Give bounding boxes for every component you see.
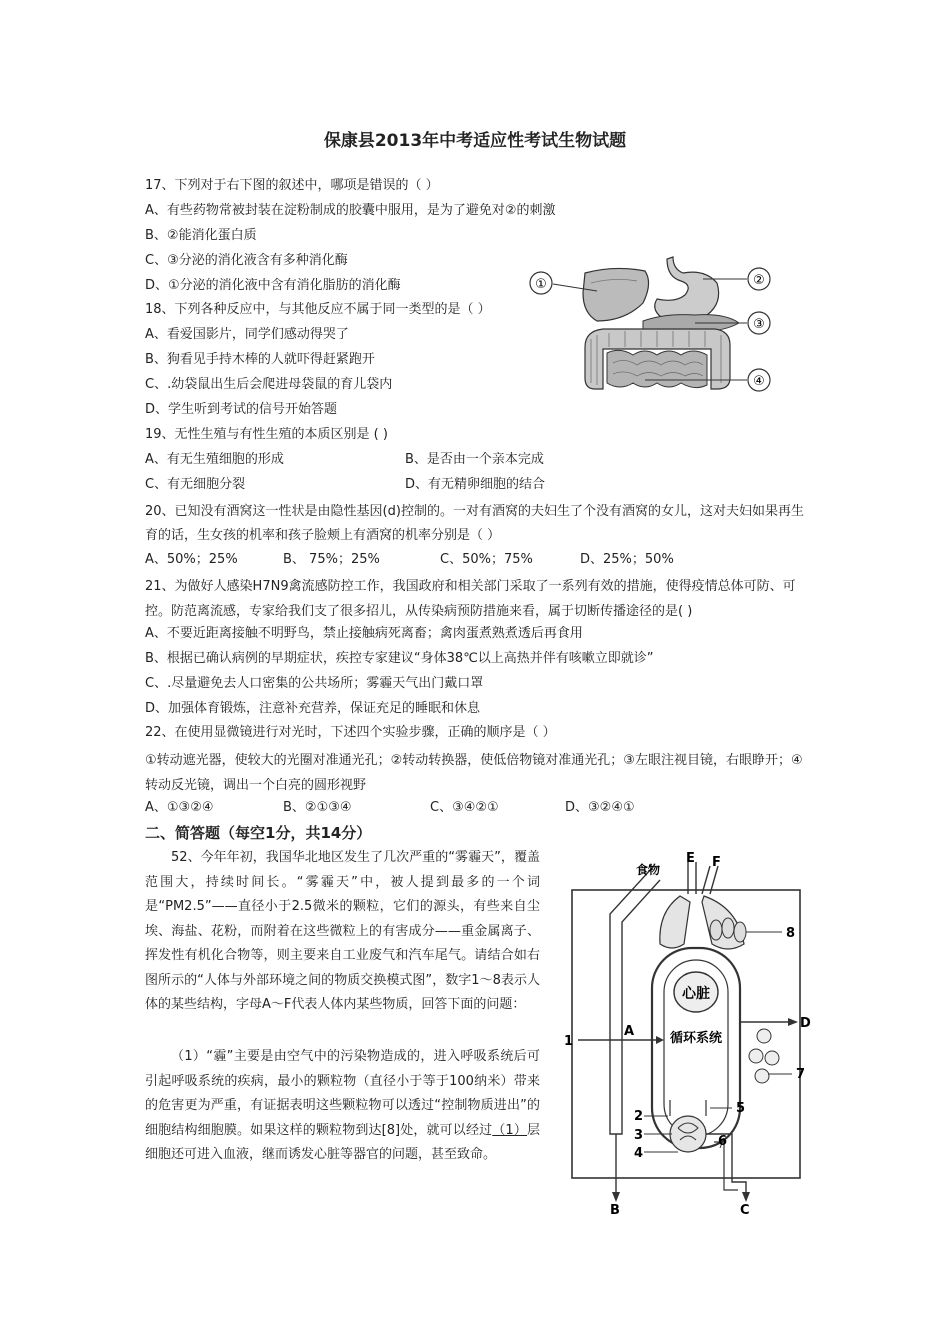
q20-option-a: A、50%；25%: [145, 552, 238, 567]
q22-option-a: A、①③②④: [145, 800, 214, 815]
q20-option-d: D、25%；50%: [580, 552, 674, 567]
digestive-label-3: ③: [753, 317, 765, 332]
q20-stem: 20、已知没有酒窝这一性状是由隐性基因(d)控制的。一对有酒窝的夫妇生了个没有酒窝的女儿，这对夫妇如果再生育的话，生女孩的机率和孩子脸颊上有酒窝的机率分别是（ ）: [145, 504, 804, 543]
q17-option-d: D、①分泌的消化液中含有消化脂肪的消化酶: [145, 278, 401, 293]
heart-label: 心脏: [682, 986, 710, 1002]
q21-option-a: A、不要近距离接触不明野鸟，禁止接触病死离畜；禽肉蛋煮熟煮透后再食用: [145, 626, 583, 641]
food-label: 食物: [636, 863, 661, 877]
q19-stem: 19、无性生殖与有性生殖的本质区别是 ( ): [145, 427, 388, 442]
q52-part1: [145, 1045, 540, 1168]
q21-stem: 21、为做好人感染H7N9禽流感防控工作，我国政府和相关部门采取了一系列有效的措施，使得疫情总体可防、可控。防范离流感，专家给我们支了很多招儿，从传染病预防措施来看，属于切断传播途径的是( ): [145, 579, 796, 619]
q52-part1-text-a: （1）“霾”主要是由空气中的污染物造成的，进入呼吸系统后可引起呼吸系统的疾病，最小的颗粒物（直径小于等于100纳米）带来的危害更为严重，有证据表明这些颗粒物可以透过“控制物质进出”的细胞结构细胞膜。如果这样的颗粒物到达[8]处，就可以经过: [145, 1049, 540, 1138]
label-num-7: 7: [796, 1067, 806, 1082]
label-num-4: 4: [634, 1146, 644, 1161]
label-num-6: 6: [718, 1134, 728, 1149]
label-letter-d: D: [800, 1016, 811, 1031]
q17-stem: 17、下列对于右下图的叙述中，哪项是错误的（ ）: [145, 178, 439, 193]
digestive-label-4: ④: [753, 374, 765, 389]
answer-blank-1[interactable]: （1）: [492, 1122, 527, 1138]
label-num-8: 8: [786, 926, 796, 941]
label-letter-c: C: [740, 1203, 750, 1217]
label-num-5: 5: [736, 1101, 746, 1116]
q19-option-b: B、是否由一个亲本完成: [405, 452, 544, 467]
section-2-heading: 二、简答题（每空1分，共14分）: [145, 824, 372, 842]
q19-option-a: A、有无生殖细胞的形成: [145, 452, 284, 467]
digestive-label-1: ①: [535, 277, 547, 292]
q21-option-d: D、加强体育锻炼，注意补充营养，保证充足的睡眠和休息: [145, 701, 481, 716]
q22-option-b: B、②①③④: [283, 800, 352, 815]
q22-option-d: D、③②④①: [565, 800, 635, 815]
label-num-2: 2: [634, 1109, 644, 1124]
q18-option-a: A、看爱国影片，同学们感动得哭了: [145, 327, 349, 342]
q17-option-c: C、③分泌的消化液含有多种消化酶: [145, 253, 348, 268]
page-title: 保康县2013年中考适应性考试生物试题: [323, 131, 627, 151]
label-letter-a: A: [624, 1024, 635, 1039]
label-num-3: 3: [634, 1128, 644, 1143]
label-letter-e: E: [686, 852, 695, 866]
q52-part1-text-b: 层细胞还可进入血液，继而诱发心脏等器官的问题，甚至致命。: [145, 1122, 540, 1162]
q19-option-d: D、有无精卵细胞的结合: [405, 477, 546, 492]
q52-intro: 52、今年年初，我国华北地区发生了几次严重的“雾霾天”，覆盖范围大，持续时间长。“雾霾天”中，被人提到最多的一个词是“PM2.5”——直径小于2.5微米的颗粒，它们的源头，有些来自尘埃、海盐、花粉，而附着在这些微粒上的有害成分——重金属离子、挥发性有机化合物等，则主要来自工业废气和汽车尾气。请结合如右图所示的“人体与外部环境之间的物质交换模式图”，数字1～8表示人体的某些结构，字母A～F代表人体内某些物质，回答下面的问题：: [145, 850, 540, 1012]
digestive-system-figure: [525, 243, 780, 393]
circulation-label: 循环系统: [669, 1031, 723, 1046]
digestive-label-2: ②: [753, 273, 765, 288]
label-num-1: 1: [564, 1034, 574, 1049]
q20-option-c: C、50%；75%: [440, 552, 533, 567]
q22-option-c: C、③④②①: [430, 800, 499, 815]
label-letter-b: B: [610, 1203, 620, 1217]
q18-stem: 18、下列各种反应中，与其他反应不属于同一类型的是（ ）: [145, 302, 491, 317]
q19-option-c: C、有无细胞分裂: [145, 477, 246, 492]
q20-option-b: B、 75%；25%: [283, 552, 380, 567]
q18-option-d: D、学生听到考试的信号开始答题: [145, 402, 338, 417]
q18-option-b: B、狗看见手持木棒的人就吓得赶紧跑开: [145, 352, 375, 367]
q22-steps: ①转动遮光器，使较大的光圈对准通光孔；②转动转换器，使低倍物镜对准通光孔；③左眼注视目镜，右眼睁开；④转动反光镜，调出一个白亮的圆形视野: [145, 753, 803, 793]
q17-option-a: A、有些药物常被封装在淀粉制成的胶囊中服用，是为了避免对②的刺激: [145, 203, 556, 218]
q21-option-b: B、根据已确认病例的早期症状，疾控专家建议“身体38℃以上高热并伴有咳嗽立即就诊”: [145, 651, 654, 666]
q21-option-c: C、.尽量避免去人口密集的公共场所；雾霾天气出门戴口罩: [145, 676, 484, 691]
label-letter-f: F: [712, 855, 721, 870]
q18-option-c: C、.幼袋鼠出生后会爬进母袋鼠的育儿袋内: [145, 377, 393, 392]
q22-stem: 22、在使用显微镜进行对光时，下述四个实验步骤，正确的顺序是（ ）: [145, 725, 556, 740]
q17-option-b: B、②能消化蛋白质: [145, 228, 257, 243]
material-exchange-figure: [560, 852, 815, 1217]
